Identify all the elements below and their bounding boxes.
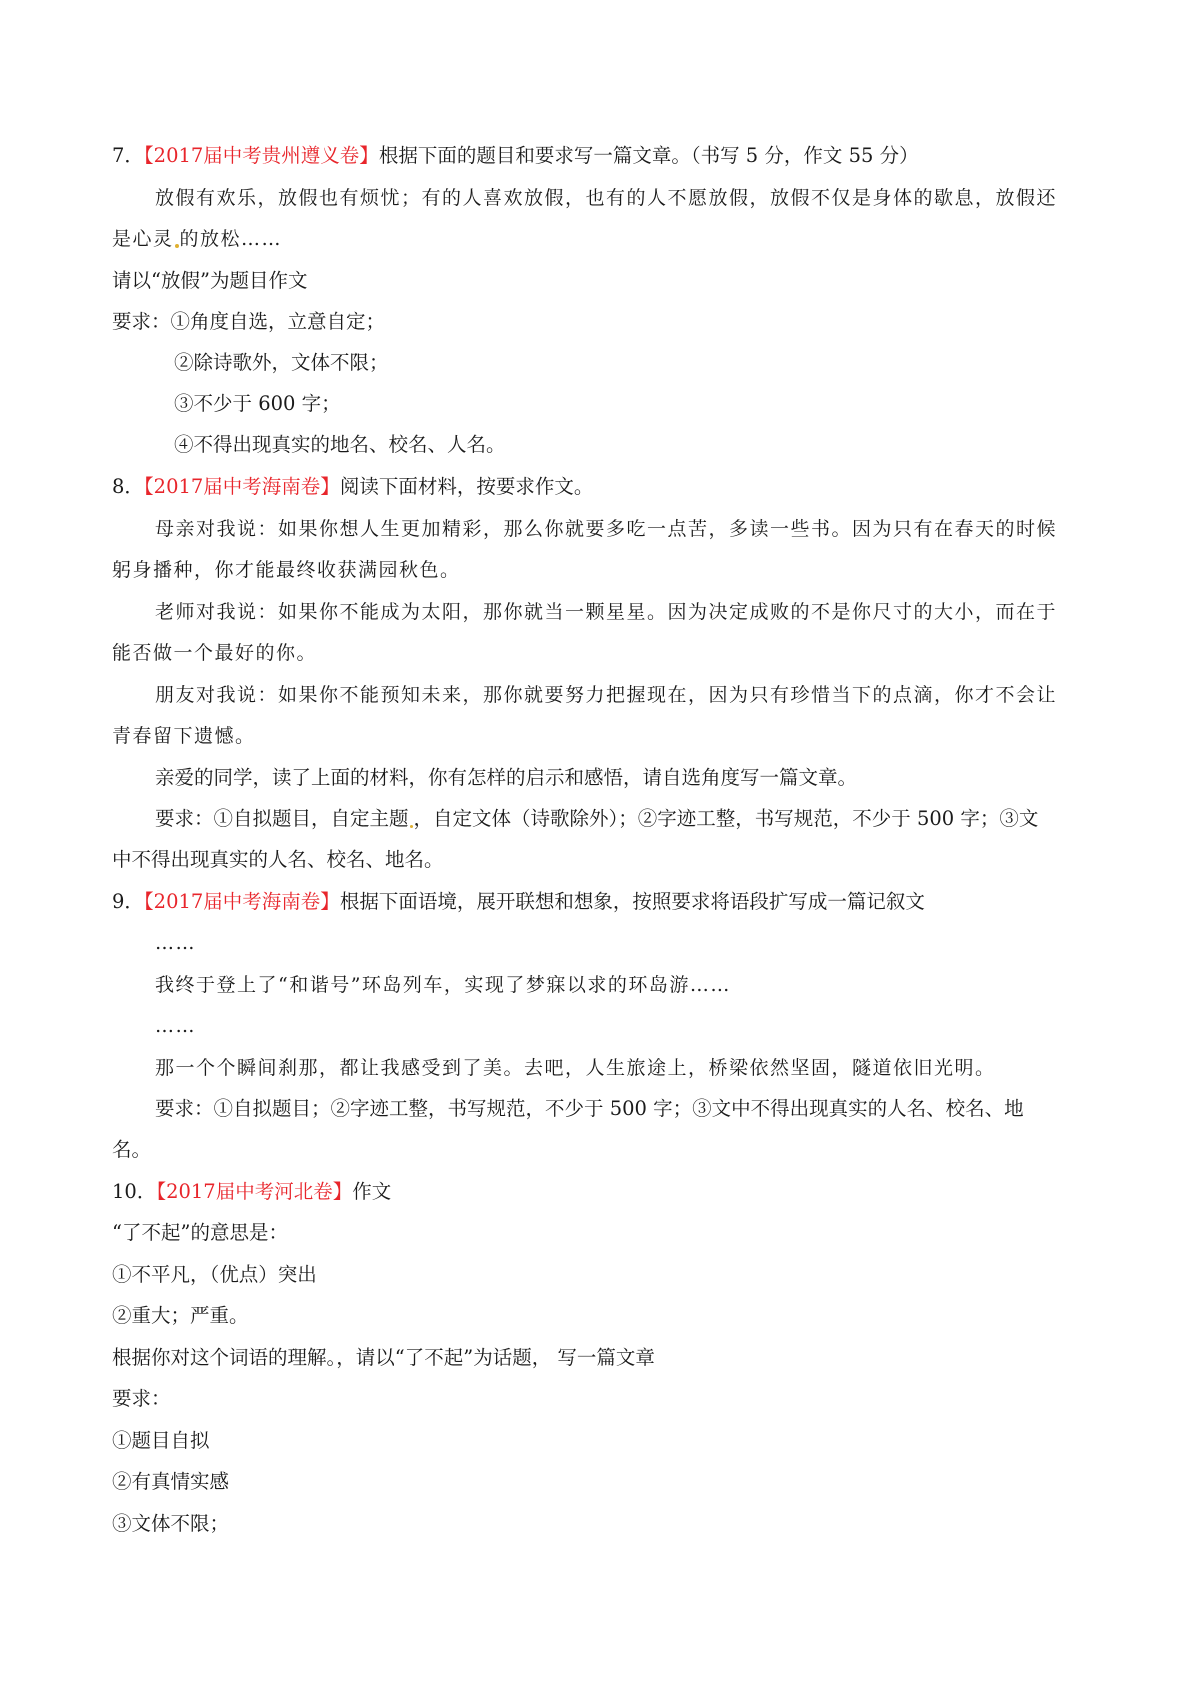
question-8-material-line: 老师对我说：如果你不能成为太阳，那你就当一颗星星。因为决定成败的不是你尺寸的大小，而在于 [155, 601, 1058, 623]
question-8-material-line: 躬身播种，你才能最终收获满园秋色。 [112, 559, 461, 581]
question-9-requirement: 名。 [112, 1138, 152, 1161]
question-10-task: 根据你对这个词语的理解。，请以“了不起”为话题， 写一篇文章 [112, 1346, 655, 1369]
question-10-prompt: 作文 [352, 1180, 392, 1203]
question-9-source: 【2017届中考海南卷】 [143, 890, 340, 913]
question-9-material-line: 那一个个瞬间刹那，都让我感受到了美。去吧，人生旅途上，桥梁依然坚固，隧道依旧光明。 [155, 1057, 996, 1079]
question-7-material-text: 是心灵 [112, 228, 174, 250]
question-10-header [112, 1179, 391, 1205]
question-8-number: 8． [112, 475, 144, 498]
question-10-requirement: ③文体不限； [112, 1512, 230, 1535]
question-7-material-line [112, 226, 282, 252]
question-7-requirement: ②除诗歌外，文体不限； [174, 351, 389, 374]
question-7-requirement: ③不少于 600 字； [174, 392, 341, 415]
question-8-requirement-text: ，自定文体（诗歌除外）；②字迹工整，书写规范，不少于 500 字；③文 [413, 807, 1039, 830]
question-7-material-line: 放假有欢乐，放假也有烦忧；有的人喜欢放假，也有的人不愿放假，放假不仅是身体的歇息，放假还 [155, 187, 1058, 209]
question-10-number: 10． [112, 1180, 157, 1203]
question-8-material-line: 能否做一个最好的你。 [112, 642, 318, 664]
question-9-number: 9． [112, 890, 144, 913]
question-7-prompt: 根据下面的题目和要求写一篇文章。（书写 5 分，作文 55 分） [378, 144, 919, 167]
question-8-source: 【2017届中考海南卷】 [143, 475, 340, 498]
question-8-material-line: 朋友对我说：如果你不能预知未来，那你就要努力把握现在，因为只有珍惜当下的点滴，你才不会让 [155, 684, 1058, 706]
highlight-mark [410, 825, 413, 828]
question-7-source: 【2017届中考贵州遵义卷】 [143, 144, 379, 167]
question-9-header [112, 889, 925, 915]
question-10-definition: ①不平凡，（优点）突出 [112, 1263, 317, 1286]
question-8-requirement-text: 要求：①自拟题目，自定主题 [155, 807, 409, 830]
question-8-task: 亲爱的同学，读了上面的材料，你有怎样的启示和感悟，请自选角度写一篇文章。 [155, 766, 858, 789]
question-10-requirement: ①题目自拟 [112, 1429, 210, 1452]
question-7-requirement: 要求：①角度自选，立意自定； [112, 310, 386, 333]
question-8-material-line: 青春留下遗憾。 [112, 725, 256, 747]
question-8-requirement: 中不得出现真实的人名、校名、地名。 [112, 848, 444, 871]
question-7-material-text: 的放松…… [179, 228, 283, 250]
question-7-number: 7． [112, 144, 144, 167]
question-8-requirement [155, 806, 1038, 832]
question-10-source: 【2017届中考河北卷】 [156, 1180, 353, 1203]
question-7-requirement: ④不得出现真实的地名、校名、人名。 [174, 433, 506, 456]
question-9-material-line: 我终于登上了“和谐号”环岛列车，实现了梦寐以求的环岛游…… [155, 974, 731, 996]
question-9-requirement: 要求：①自拟题目；②字迹工整，书写规范，不少于 500 字；③文中不得出现真实的人名、校名、地 [155, 1097, 1024, 1120]
question-9-ellipsis: …… [155, 1015, 196, 1037]
question-10-requirement: ②有真情实感 [112, 1470, 230, 1493]
highlight-mark [175, 244, 179, 248]
question-10-definition: ②重大；严重。 [112, 1304, 249, 1327]
question-9-prompt: 根据下面语境，展开联想和想象，按照要求将语段扩写成一篇记叙文 [339, 890, 925, 913]
question-8-header [112, 474, 593, 500]
question-7-header [112, 143, 919, 169]
question-10-requirement-title: 要求： [112, 1387, 171, 1410]
question-9-ellipsis: …… [155, 932, 196, 954]
question-8-prompt: 阅读下面材料，按要求作文。 [339, 475, 594, 498]
question-8-material-line: 母亲对我说：如果你想人生更加精彩，那么你就要多吃一点苦，多读一些书。因为只有在春天的时候 [155, 518, 1058, 540]
question-7-task: 请以“放假”为题目作文 [112, 269, 308, 292]
question-10-meaning: “了不起”的意思是： [112, 1221, 288, 1244]
